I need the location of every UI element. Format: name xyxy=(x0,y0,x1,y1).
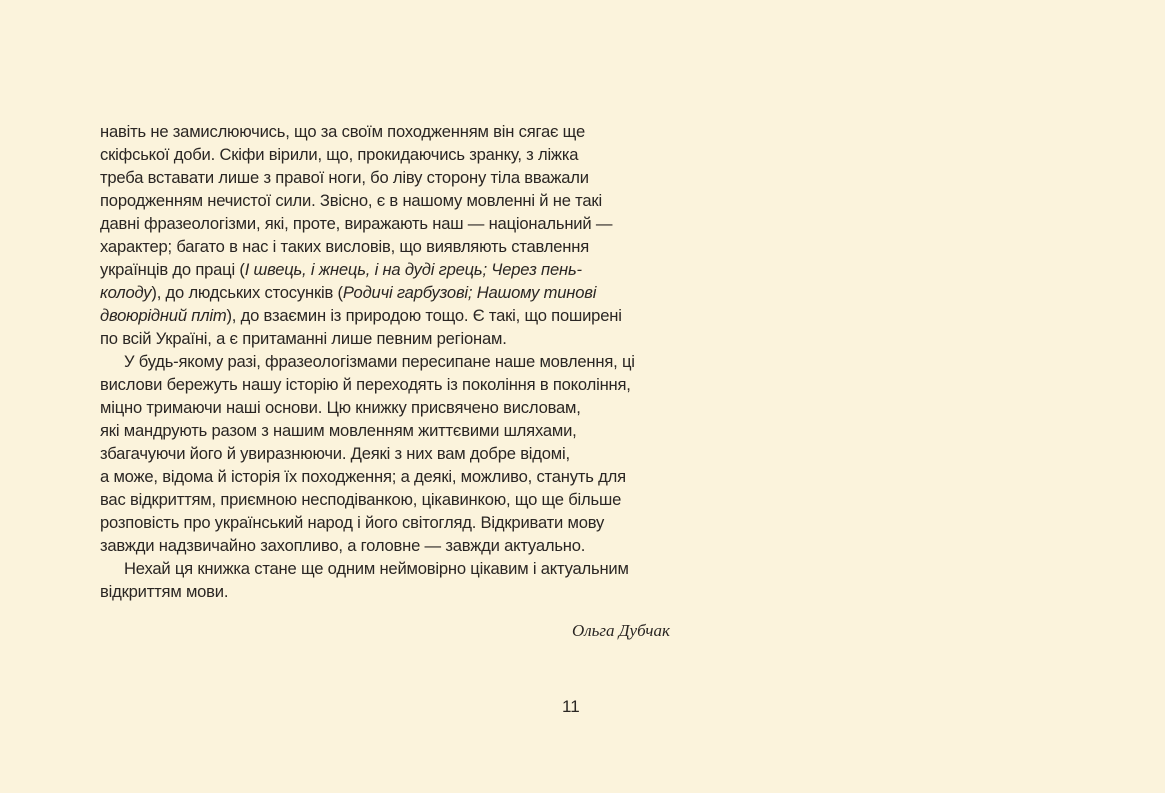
text-segment: характер; багато в нас і таких висловів, що виявляють ставлення xyxy=(100,237,590,256)
text-line xyxy=(100,166,670,189)
text-line xyxy=(100,580,670,603)
text-segment: навіть не замислюючись, що за своїм походженням він сягає ще xyxy=(100,122,585,141)
text-line xyxy=(100,557,670,580)
italic-phrase: Родичі гарбузові; Нашому тинові xyxy=(342,283,597,302)
text-segment: міцно тримаючи наші основи. Цю книжку присвячено висловам, xyxy=(100,398,581,417)
text-line xyxy=(100,212,670,235)
text-line xyxy=(100,327,670,350)
text-segment: ), до людських стосунків ( xyxy=(151,283,343,302)
text-line xyxy=(100,465,670,488)
text-line xyxy=(100,488,670,511)
text-segment: давні фразеологізми, які, проте, виражають наш — національний — xyxy=(100,214,613,233)
text-line xyxy=(100,419,670,442)
text-line xyxy=(100,511,670,534)
text-segment: українців до праці ( xyxy=(100,260,245,279)
text-line xyxy=(100,373,670,396)
text-segment: Нехай ця книжка стане ще одним неймовірно цікавим і актуальним xyxy=(124,559,629,578)
text-segment: відкриттям мови. xyxy=(100,582,229,601)
text-line xyxy=(100,281,670,304)
text-line xyxy=(100,120,670,143)
text-line xyxy=(100,304,670,327)
text-segment: У будь-якому разі, фразеологізмами пересипане наше мовлення, ці xyxy=(124,352,635,371)
text-segment: розповість про український народ і його світогляд. Відкривати мову xyxy=(100,513,605,532)
text-segment: завжди надзвичайно захопливо, а головне — завжди актуально. xyxy=(100,536,586,555)
author-signature: Ольга Дубчак xyxy=(571,621,670,640)
page-number: 11 xyxy=(562,697,580,716)
text-line xyxy=(100,189,670,212)
italic-phrase: двоюрідний пліт xyxy=(100,306,227,325)
text-segment: ), до взаємин із природою тощо. Є такі, що поширені xyxy=(226,306,622,325)
text-line xyxy=(100,258,670,281)
text-segment: породженням нечистої сили. Звісно, є в нашому мовленні й не такі xyxy=(100,191,602,210)
body-text xyxy=(100,120,670,603)
italic-phrase: колоду xyxy=(100,283,152,302)
text-segment: збагачуючи його й увиразнюючи. Деякі з них вам добре відомі, xyxy=(100,444,570,463)
text-segment: вас відкриттям, приємною несподіванкою, цікавинкою, що ще більше xyxy=(100,490,622,509)
text-line xyxy=(100,396,670,419)
italic-phrase: І швець, і жнець, і на дуді грець; Через пень- xyxy=(244,260,582,279)
text-line xyxy=(100,442,670,465)
text-segment: по всій Україні, а є притаманні лише певним регіонам. xyxy=(100,329,507,348)
text-line xyxy=(100,534,670,557)
text-line xyxy=(100,235,670,258)
text-segment: які мандрують разом з нашим мовленням життєвими шляхами, xyxy=(100,421,577,440)
text-segment: скіфської доби. Скіфи вірили, що, прокидаючись зранку, з ліжка xyxy=(100,145,579,164)
text-segment: а може, відома й історія їх походження; а деякі, можливо, стануть для xyxy=(100,467,626,486)
text-line xyxy=(100,143,670,166)
text-line xyxy=(100,350,670,373)
text-segment: треба вставати лише з правої ноги, бо ліву сторону тіла вважали xyxy=(100,168,589,187)
text-segment: вислови бережуть нашу історію й переходять із покоління в покоління, xyxy=(100,375,631,394)
